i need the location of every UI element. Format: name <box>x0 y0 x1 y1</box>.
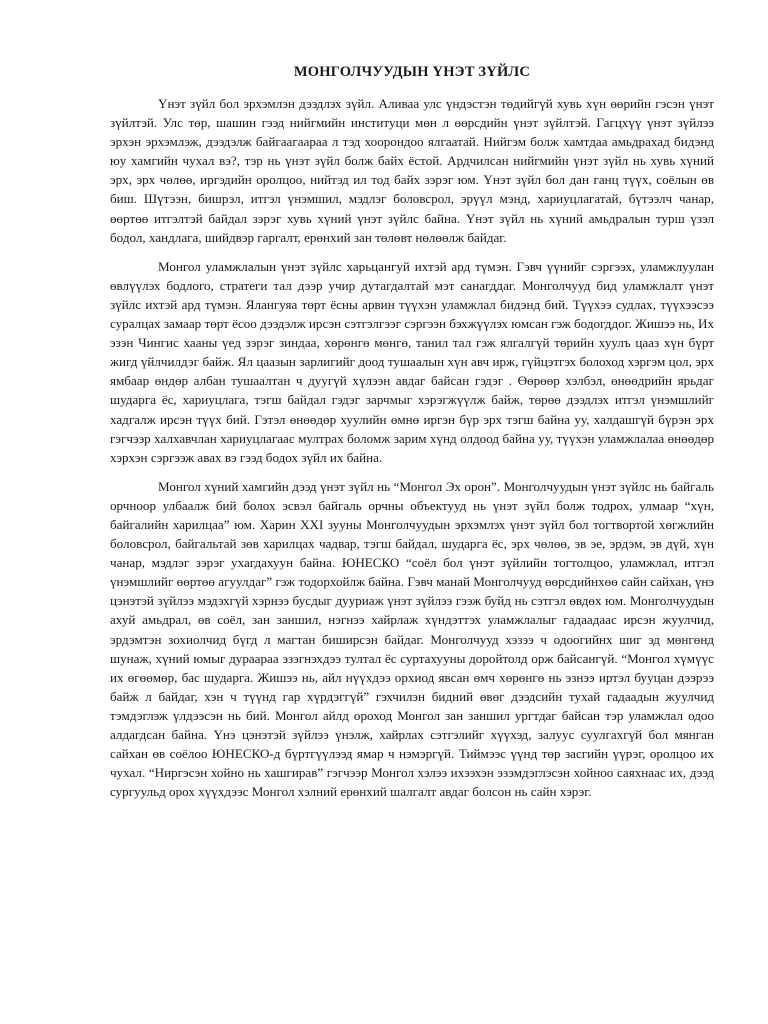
document-page <box>110 62 714 811</box>
paragraph-1: Үнэт зүйл бол эрхэмлэн дээдлэх зүйл. Аливаа улс үндэстэн төдийгүй хувь хүн өөрийн гэсэн үнэт зүйлтэй. Улс төр, шашин гээд нийгмийн институци мөн л өөрсдийн үнэт зүйлтэй. Гагцхүү үнэт зүйлээ эрхэн эрхэмлэж, дээдэлж байгаагаараа л тэд хоорондоо ялгаатай. Нийгэм болж хамтдаа амьдрахад бидэнд юу хамгийн чухал вэ?, тэр нь үнэт зүйл болж байх ёстой. Ардчилсан нийгмийн үнэт зүйл нь хувь хүний эрх, эрх чөлөө, иргэдийн оролцоо, нийтэд ил тод байх зэрэг юм. Үнэт зүйл бол дан ганц түүх, соёлын өв биш. Шүтээн, бишрэл, итгэл үнэмшил, мэдлэг боловсрол, эрүүл мэнд, хариуцлагатай, бүтээлч чанар, өөртөө итгэлтэй байдал зэрэг хувь хүний үнэт зүйлс байна. Үнэт зүйл нь хүний амьдралын турш үзэл бодол, хандлага, шийдвэр гаргалт, ерөнхий зан төлөвт нөлөөлж байдаг. <box>110 96 714 245</box>
paragraph-3: Монгол хүний хамгийн дээд үнэт зүйл нь “Монгол Эх орон”. Монголчуудын үнэт зүйлс нь байгаль орчноор улбаалж бий болох эсвэл байгаль орчны объектууд нь үнэт зүйл болж тодрох, улмаар “хүн, байгалийн харилцаа” юм. Харин XXI зууны Монголчуудын эрхэмлэх үнэт зүйл бол тогтвортой хөгжлийн боловсрол, байгальтай зөв харилцах чадвар, тэгш байдал, шударга ёс, эрх чөлөө, эв эе, эрдэм, эв дүй, хүн чанар, мэдлэг зэрэг ухагдахуун байна. ЮНЕСКО “соёл бол үнэт зүйлийн тогтолцоо, уламжлал, итгэл үнэмшлийг өөртөө агуулдаг” гэж тодорхойлж байна. Гэвч манай Монголчууд өөрсдийнхөө сайн сайхан, үнэ цэнэтэй зүйлээ мэдэхгүй хэрнээ бусдыг дууриаж үнэт зүйлээ гээж буйд нь сэтгэл өвдөх юм. Монголчуудын ахуй амьдрал, өв соёл, зан заншил, нэгнээ хайрлаж хүндэттэх уламжлалыг гадаадаас ирсэн жуулчид, эрдэмтэн зохиолчид бүгд л магтан биширсэн байдаг. Монголчууд хэзээ ч одоогийнх шиг эд мөнгөнд шунаж, хүний юмыг дураараа эзэгнэхдээ тултал ёс суртахууны доройтолд орж байсангүй. “Монгол хүмүүс их өгөөмөр, бас шударга. Жишээ нь, айл нүүхдээ орхиод явсан өмч хөрөнгө нь эзнээ иртэл бууцан дээрээ байж л байдаг, хэн ч түүнд гар хүрдэггүй” гэхчилэн бидний өвөг дээдсийн тухай гадаадын жуулчид тэмдэглэж үлдээсэн нь бий. Монгол айлд ороход Монгол зан заншил ургтдаг байсан тэр уламжлал одоо алдагдсан байна. Үнэ цэнэтэй зүйлээ үнэлж, хайрлах сэтгэлийг хүүхэд, залуус суулгахгүй бол мянган сайхан өв соёлоо ЮНЕСКО-д бүртгүүлээд ямар ч нэмэргүй. Тиймээс үүнд төр засгийн үүрэг, оролцоо их чухал. “Ниргэсэн хойно нь хашгирав” гэгчээр Монгол хэлээ ихээхэн эзэмдэглэсэн хойноо саяхнаас их, дээд сургуульд орох хүүхдээс Монгол хэлний ерөнхий шалгалт авдаг болсон нь сайн хэрэг. <box>110 478 714 800</box>
document-title: МОНГОЛЧУУДЫН ҮНЭТ ЗҮЙЛС <box>293 64 531 80</box>
paragraph-2: Монгол уламжлалын үнэт зүйлс харьцангуй ихтэй ард түмэн. Гэвч үүнийг сэргээх, уламжлуулан өвлүүлэх бодлого, стратеги тал дээр учир дутагдалтай мэт санагддаг. Монголчууд бид уламжлалт үнэт зүйлс ихтэй ард түмэн. Ялангуяа төрт ёсны арвин түүхэн уламжлал бидэнд бий. Түүхээ судлах, түүхээсээ суралцах замаар төрт ёсоо дээдэлж ирсэн сэтгэлгээг сэргээн бэхжүүлэх юмсан гэж бодогддог. Жишээ нь, Их эзэн Чингис хааны үед зэрэг зиндаа, хөрөнгө мөнгө, танил тал гэж ялгалгүй төрийн хуулъ цааз хүн бүрт жигд үйлчилдэг байж. Ял цаазын зарлигийг доод тушаалын хүн авч ирж, гүйцэтгэх болоход хэргэм цол, эрх ямбаар өндөр албан тушаалтан ч дуугүй хүлээн авдаг байсан гэдэг . Өөрөөр хэлбэл, өнөөдрийн ярьдаг шударга ёс, хариуцлага, тэгш байдал гэдэг зарчмыг хэрэгжүүлж байж, төрөө дээдлэх итгэл үнэмшлийг хадгалж ирсэн түүх бий. Гэтэл өнөөдөр хуулийн өмнө иргэн бүр эрх тэгш байна уу, халдашгүй бүрэн эрх гэгчээр халхавчлан хариуцлагаас мултрах боломж зарим хүнд олдоод байна уу, түүхэн уламжлалаа өнөөдөр хэрхэн сэргээж авах вэ гээд бодох зүйл их байна. <box>110 258 714 465</box>
